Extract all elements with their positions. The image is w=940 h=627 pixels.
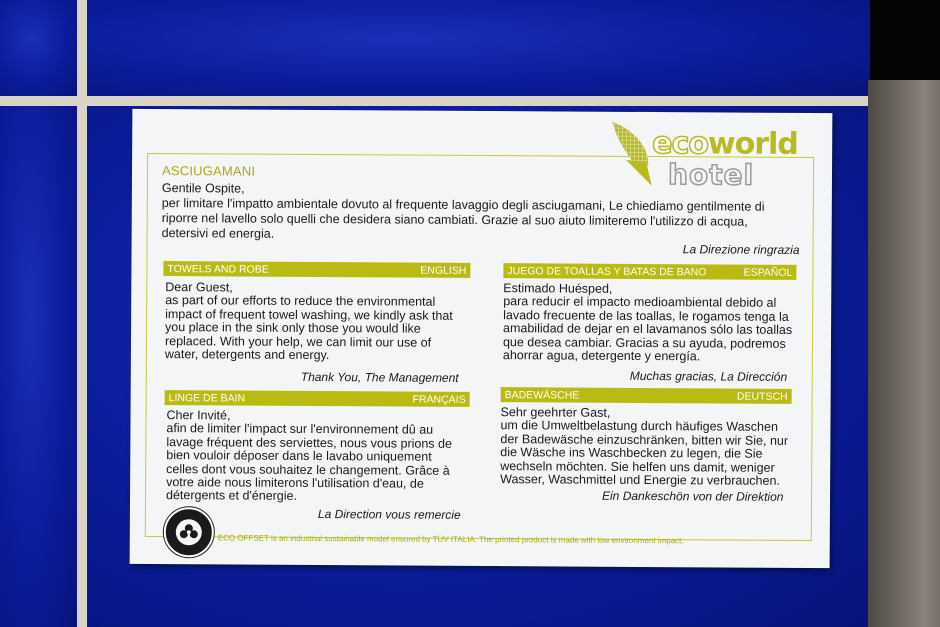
french-signature: La Direction vous remercie (317, 507, 461, 522)
german-signature: Ein Dankeschön von der Direktion (601, 488, 784, 504)
english-header-lang: ENGLISH (420, 264, 467, 277)
dark-corner (870, 0, 940, 90)
spanish-line: para reducir el impacto medioambiental debido al (503, 294, 777, 311)
logo-hotel: hotel (667, 158, 755, 192)
french-body (166, 409, 470, 505)
eco-offset-footer: ECO OFFSET is an industrial sustainable model ensured by TÜV ITALIA. The printed product is made with low environment impact. (217, 533, 684, 546)
german-line: wechseln möchten. Sie helfen uns damit, weniger (500, 458, 775, 475)
italian-greeting: Gentile Ospite, (161, 181, 245, 196)
spanish-body (503, 282, 795, 364)
german-header-lang: DEUTSCH (736, 390, 788, 403)
german-body (500, 406, 790, 488)
eco-offset-seal-graphic (166, 509, 212, 555)
french-header-title: LINGE DE BAIN (168, 391, 246, 405)
german-header (501, 387, 792, 404)
eco-offset-seal (164, 507, 214, 557)
english-header-title: TOWELS AND ROBE (167, 262, 269, 276)
grout-line (0, 96, 880, 106)
grout-line (77, 0, 87, 627)
german-line: um die Umweltbelastung durch häufiges Waschen (500, 418, 778, 435)
italian-body (162, 181, 802, 245)
english-line: you place in the sink only those you would like (165, 320, 421, 336)
hanging-towel (868, 80, 940, 627)
french-line: celles dont vous souhaitez le changement. Grâce à (166, 461, 450, 478)
english-header (163, 261, 470, 278)
spanish-greeting: Estimado Huésped, (503, 281, 613, 296)
italian-title: ASCIUGAMANI (161, 163, 256, 179)
english-body (165, 281, 471, 363)
spanish-signature: Muchas gracias, La Dirección (629, 368, 788, 384)
french-line: afin de limiter l'impact sur l'environnement dû au (166, 421, 434, 438)
german-line: die Wäsche ins Waschbecken zu legen, die Sie (500, 445, 763, 461)
german-line: Wasser, Waschmittel und Energie zu verbrauchen. (500, 472, 780, 488)
logo-eco-world: ecoworld (652, 126, 798, 162)
spanish-line: lavado frecuente de las toallas, le rogamos tenga la (503, 307, 789, 324)
spanish-line: amabilidad de dejar en el lavamanos sólo las toallas (503, 321, 793, 338)
italian-line: riporre nel lavello solo quelli che desidera siano cambiati. Grazie al suo aiuto limiteremo l'utilizzo di acqua, (161, 211, 748, 229)
spanish-line: que desea cambiar. Gracias a su ayuda, podremos (502, 334, 786, 351)
english-signature: Thank You, The Management (300, 369, 459, 385)
french-header (165, 390, 470, 407)
italian-line: per limitare l'impatto ambientale dovuto al frequente lavaggio degli asciugamani, Le chiediamo gentilmente di (161, 196, 765, 214)
french-greeting: Cher Invité, (166, 408, 231, 423)
french-line: détergents et d'énergie. (165, 488, 298, 504)
spanish-header (503, 263, 796, 280)
french-line: bien vouloir déposer dans le lavabo uniquement (166, 448, 432, 464)
english-line: replaced. With your help, we can limit our use of (164, 333, 432, 350)
wall-tile (88, 0, 870, 96)
german-header-title: BADEWÄSCHE (504, 388, 580, 402)
wall-tile (0, 106, 76, 627)
french-header-lang: FRANÇAIS (412, 393, 466, 406)
spanish-header-title: JUEGO DE TOALLAS Y BATAS DE BANO (507, 264, 707, 278)
german-line: der Badewäsche einzuschränken, bitten wir Sie, nur (500, 431, 789, 448)
wall-tile (0, 0, 78, 96)
towel-reuse-sign (130, 109, 833, 568)
italian-line: detersivi ed energia. (161, 226, 275, 241)
french-line: lavage fréquent des serviettes, nous vous prions de (166, 434, 452, 451)
leaf-icon (610, 120, 654, 190)
english-line: water, detergents and energy. (164, 347, 330, 363)
french-line: votre aide nous limiterons l'utilisation d'eau, de (166, 475, 424, 491)
ecoworld-hotel-logo (610, 120, 810, 193)
english-line: as part of our efforts to reduce the environmental (165, 293, 436, 310)
english-greeting: Dear Guest, (165, 280, 233, 295)
german-greeting: Sehr geehrter Gast, (500, 405, 611, 420)
spanish-header-lang: ESPAÑOL (743, 266, 793, 279)
english-line: impact of frequent towel washing, we kindly ask that (165, 306, 453, 323)
spanish-line: ahorrar agua, detergente y energía. (502, 348, 701, 364)
italian-signature: La Direzione ringrazia (682, 242, 800, 257)
